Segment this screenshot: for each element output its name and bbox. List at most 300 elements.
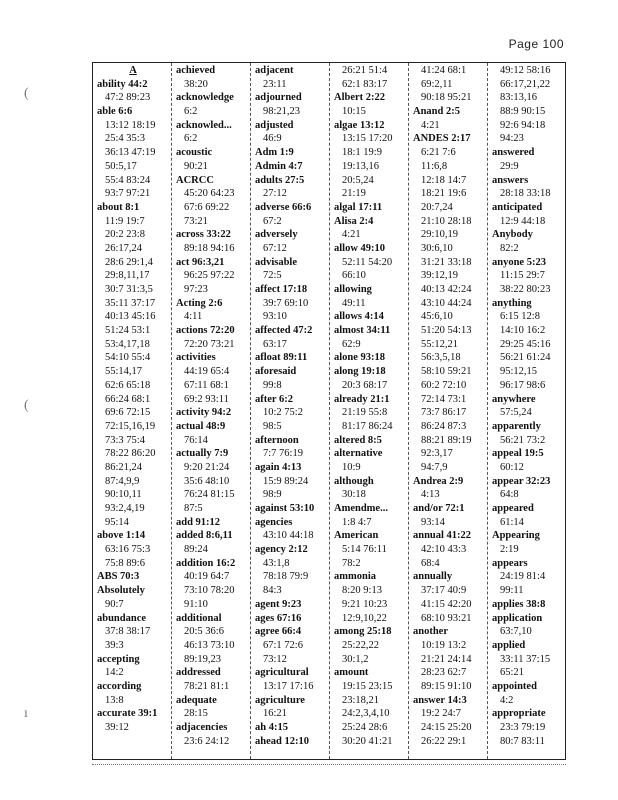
index-term: additional: [176, 612, 222, 624]
index-page-refs: 67:6 69:22: [184, 201, 230, 213]
index-page-refs: 61:14: [500, 516, 524, 528]
index-page-refs: 25:4 35:3: [105, 133, 145, 145]
index-page-refs: 75:8 89:6: [105, 557, 145, 569]
index-page-refs: 43:10 44:24: [421, 297, 472, 309]
index-page-refs: 78:21 81:1: [184, 680, 230, 692]
word-index-table: [92, 62, 566, 760]
index-page-refs: 37:17 40:9: [421, 585, 467, 597]
index-page-refs: 29:9: [500, 160, 519, 172]
index-page-refs: 93:10: [263, 311, 287, 323]
index-term: acoustic: [176, 147, 213, 159]
index-page-refs: 18:1 19:9: [342, 147, 382, 159]
index-page-refs: 7:7 76:19: [263, 448, 303, 460]
index-page-refs: 35:11 37:17: [105, 297, 156, 309]
index-page-refs: 10:2 75:2: [263, 407, 303, 419]
index-term: aforesaid: [255, 366, 297, 378]
index-term: allowing: [334, 284, 372, 295]
margin-scan-mark: (: [24, 398, 29, 413]
index-page-refs: 72:15,16,19: [105, 420, 156, 432]
index-page-refs: 19:13,16: [342, 160, 380, 172]
index-term: annually: [413, 571, 453, 583]
index-term: addressed: [176, 667, 221, 679]
index-page-refs: 72:20 73:21: [184, 338, 235, 350]
index-page-refs: 91:10: [184, 598, 208, 610]
index-page-refs: 1:8 4:7: [342, 516, 372, 528]
index-term: above 1:14: [97, 530, 146, 542]
index-page-refs: 28:18 33:18: [500, 188, 551, 200]
index-page-refs: 39:12: [105, 722, 129, 733]
index-term: Amendme...: [334, 503, 388, 514]
index-page-refs: 19:2 24:7: [421, 708, 461, 720]
index-term: activity 94:2: [176, 407, 232, 419]
index-term: acknowled...: [176, 119, 232, 131]
index-page-refs: 69:6 72:15: [105, 407, 151, 419]
index-term: according: [97, 680, 142, 692]
margin-scan-mark: ı: [24, 706, 28, 721]
index-page-refs: 62:1 83:17: [342, 78, 388, 90]
index-page-refs: 84:3: [263, 585, 282, 597]
index-page-refs: 23:18,21: [342, 694, 380, 706]
index-page-refs: 21:19: [342, 188, 366, 200]
index-term: adversely: [255, 229, 298, 241]
index-page-refs: 63:17: [263, 338, 287, 350]
index-term: anything: [492, 297, 532, 309]
index-page-refs: 20:2 23:8: [105, 229, 145, 241]
index-page-refs: 62:9: [342, 338, 361, 350]
index-page-refs: 95:14: [105, 516, 129, 528]
index-page-refs: 24:2,3,4,10: [342, 708, 390, 720]
index-page-refs: 55:12,21: [421, 338, 459, 350]
index-page-refs: 4:21: [421, 119, 440, 131]
index-page-refs: 14:10 16:2: [500, 325, 546, 337]
index-term: already 21:1: [334, 393, 390, 405]
index-column-5: [409, 63, 488, 759]
index-term: actually 7:9: [176, 448, 229, 460]
index-page-refs: 89:18 94:16: [184, 242, 235, 254]
index-page-refs: 76:24 81:15: [184, 489, 235, 501]
index-page-refs: 31:21 33:18: [421, 256, 472, 268]
index-page-refs: 39:12,19: [421, 270, 459, 282]
index-page-refs: 56:21 61:24: [500, 352, 551, 364]
index-term: anyone 5:23: [492, 256, 546, 268]
index-page-refs: 63:7,10: [500, 626, 532, 638]
index-page-refs: 72:14 73:1: [421, 393, 467, 405]
index-term: against 53:10: [255, 503, 315, 514]
index-page-refs: 9:21 10:23: [342, 598, 388, 610]
index-page-refs: 36:13 47:19: [105, 147, 156, 159]
index-page-refs: 25:22,22: [342, 639, 380, 651]
index-page-refs: 30:18: [342, 489, 366, 501]
index-term: among 25:18: [334, 626, 392, 638]
index-column-4: [330, 63, 409, 759]
index-page-refs: 66:10: [342, 270, 366, 282]
index-page-refs: 52:11 54:20: [342, 256, 393, 268]
index-term: across 33:22: [176, 229, 231, 241]
index-term: agency 2:12: [255, 544, 308, 556]
index-page-refs: 30:6,10: [421, 242, 453, 254]
index-term: appeared: [492, 503, 534, 514]
index-page-refs: 90:21: [184, 160, 208, 172]
index-page-refs: 9:20 21:24: [184, 461, 230, 473]
index-term: Appearing: [492, 530, 540, 542]
index-page-refs: 78:18 79:9: [263, 571, 309, 583]
index-term: algae 13:12: [334, 119, 385, 131]
index-term: answered: [492, 147, 535, 159]
index-page-refs: 80:7 83:11: [500, 735, 545, 747]
index-page-refs: 99:8: [263, 379, 282, 391]
index-term: ANDES 2:17: [413, 133, 471, 145]
index-page-refs: 49:11: [342, 297, 366, 309]
index-page-refs: 63:16 75:3: [105, 544, 151, 556]
index-page-refs: 26:17,24: [105, 242, 143, 254]
index-term: Albert 2:22: [334, 92, 386, 104]
index-page-refs: 28:23 62:7: [421, 667, 467, 679]
index-page-refs: 88:21 89:19: [421, 434, 472, 446]
index-page-refs: 21:21 24:14: [421, 653, 472, 665]
index-page-refs: 97:23: [184, 284, 208, 295]
index-term: adjacencies: [176, 722, 228, 733]
index-term: accurate 39:1: [97, 708, 158, 720]
index-page-refs: 18:21 19:6: [421, 188, 467, 200]
index-page-refs: 96:25 97:22: [184, 270, 235, 282]
index-page-refs: 94:7,9: [421, 461, 448, 473]
index-page-refs: 30:7 31:3,5: [105, 284, 153, 295]
index-page-refs: 67:12: [263, 242, 287, 254]
index-page-refs: 58:10 59:21: [421, 366, 472, 378]
index-term: abundance: [97, 612, 147, 624]
index-page-refs: 73:21: [184, 215, 208, 227]
index-term: adjusted: [255, 119, 294, 131]
index-term: Acting 2:6: [176, 297, 223, 309]
index-term: Andrea 2:9: [413, 475, 464, 487]
index-term: alternative: [334, 448, 383, 460]
index-page-refs: 64:8: [500, 489, 519, 501]
index-term: ahead 12:10: [255, 735, 309, 747]
index-page-refs: 89:15 91:10: [421, 680, 472, 692]
index-page-refs: 51:20 54:13: [421, 325, 472, 337]
index-page-refs: 69:2 93:11: [184, 393, 229, 405]
index-page-refs: 69:2,11: [421, 78, 453, 90]
index-page-refs: 68:4: [421, 557, 440, 569]
index-term: ah 4:15: [255, 722, 288, 733]
index-page-refs: 4:21: [342, 229, 361, 241]
index-term: application: [492, 612, 543, 624]
index-term: achieved: [176, 65, 216, 76]
index-term: applies 38:8: [492, 598, 546, 610]
index-page-refs: 6:15 12:8: [500, 311, 540, 323]
index-term: act 96:3,21: [176, 256, 225, 268]
index-term: although: [334, 475, 374, 487]
index-term: apparently: [492, 420, 541, 432]
index-page-refs: 39:7 69:10: [263, 297, 309, 309]
index-page-refs: 90:7: [105, 598, 124, 610]
index-page-refs: 11:15 29:7: [500, 270, 545, 282]
index-page-refs: 11:6,8: [421, 160, 448, 172]
index-page-refs: 35:6 48:10: [184, 475, 230, 487]
index-page-refs: 44:19 65:4: [184, 366, 230, 378]
index-term: Alisa 2:4: [334, 215, 374, 227]
index-term: adverse 66:6: [255, 201, 312, 213]
index-page-refs: 78:2: [342, 557, 361, 569]
index-term: appeal 19:5: [492, 448, 544, 460]
index-term: appear 32:23: [492, 475, 551, 487]
index-page-refs: 43:1,8: [263, 557, 290, 569]
index-page-refs: 56:3,5,18: [421, 352, 461, 364]
index-page-refs: 41:15 42:20: [421, 598, 472, 610]
index-page-refs: 12:18 14:7: [421, 174, 467, 186]
index-term: American: [334, 530, 379, 542]
index-page-refs: 88:9 90:15: [500, 106, 546, 118]
index-page-refs: 54:10 55:4: [105, 352, 151, 364]
index-term: anticipated: [492, 201, 543, 213]
index-page-refs: 23:11: [263, 78, 287, 90]
index-term: adequate: [176, 694, 217, 706]
index-letter-heading: A: [129, 65, 137, 76]
index-page-refs: 86:24 87:3: [421, 420, 467, 432]
index-term: activities: [176, 352, 216, 364]
index-page-refs: 90:18 95:21: [421, 92, 472, 104]
index-page-refs: 98:21,23: [263, 106, 301, 118]
index-page-refs: 47:2 89:23: [105, 92, 151, 104]
index-page-refs: 14:2: [105, 667, 124, 679]
index-column-3: [251, 63, 330, 759]
index-page-refs: 94:23: [500, 133, 524, 145]
index-page-refs: 43:10 44:18: [263, 530, 314, 542]
index-term: appointed: [492, 680, 537, 692]
index-term: along 19:18: [334, 366, 386, 378]
index-page-refs: 98:9: [263, 489, 282, 501]
index-page-refs: 82:2: [500, 242, 519, 254]
index-term: afloat 89:11: [255, 352, 308, 364]
index-term: alone 93:18: [334, 352, 386, 364]
index-term: again 4:13: [255, 461, 302, 473]
index-page-refs: 4:11: [184, 311, 203, 323]
index-term: agree 66:4: [255, 626, 302, 638]
index-page-refs: 6:21 7:6: [421, 147, 456, 159]
index-term: algal 17:11: [334, 201, 383, 213]
index-term: ammonia: [334, 571, 376, 583]
index-page-refs: 23:3 79:19: [500, 722, 546, 733]
index-term: appropriate: [492, 708, 546, 720]
index-page-refs: 89:19,23: [184, 653, 222, 665]
index-page-refs: 26:22 29:1: [421, 735, 467, 747]
index-term: after 6:2: [255, 393, 293, 405]
index-page-refs: 20:7,24: [421, 201, 453, 213]
index-term: accepting: [97, 653, 140, 665]
index-page-refs: 8:20 9:13: [342, 585, 382, 597]
index-term: agencies: [255, 516, 293, 528]
index-term: adjacent: [255, 65, 294, 76]
index-page-refs: 51:24 53:1: [105, 325, 151, 337]
index-term: annual 41:22: [413, 530, 472, 542]
index-page-refs: 57:5,24: [500, 407, 532, 419]
index-page-refs: 12:9 44:18: [500, 215, 546, 227]
index-term: ability 44:2: [97, 78, 148, 90]
index-page-refs: 4:13: [421, 489, 440, 501]
index-page-refs: 66:24 68:1: [105, 393, 151, 405]
index-page-refs: 13:15 17:20: [342, 133, 393, 145]
index-term: answers: [492, 174, 529, 186]
index-term: add 91:12: [176, 516, 221, 528]
index-column-1: [93, 63, 172, 759]
index-page-refs: 67:2: [263, 215, 282, 227]
index-term: agricultural: [255, 667, 309, 679]
index-page-refs: 87:5: [184, 503, 203, 514]
index-term: able 6:6: [97, 106, 133, 118]
index-page-refs: 13:17 17:16: [263, 680, 314, 692]
index-term: actual 48:9: [176, 420, 226, 432]
index-term: almost 34:11: [334, 325, 391, 337]
index-page-refs: 23:6 24:12: [184, 735, 230, 747]
index-page-refs: 50:5,17: [105, 160, 137, 172]
index-term: agent 9:23: [255, 598, 302, 610]
index-page-refs: 55:14,17: [105, 366, 143, 378]
index-page-refs: 46:9: [263, 133, 282, 145]
index-term: anywhere: [492, 393, 536, 405]
index-column-6: [488, 63, 567, 759]
index-page-refs: 29:25 45:16: [500, 338, 551, 350]
index-page-refs: 38:20: [184, 78, 208, 90]
footer-divider: [92, 764, 566, 765]
index-page-refs: 28:15: [184, 708, 208, 720]
index-page-refs: 83:13,16: [500, 92, 538, 104]
index-page-refs: 6:2: [184, 106, 198, 118]
index-page-refs: 95:12,15: [500, 366, 538, 378]
index-term: allows 4:14: [334, 311, 384, 323]
index-page-refs: 66:17,21,22: [500, 78, 551, 90]
index-page-refs: 98:5: [263, 420, 282, 432]
index-term: allow 49:10: [334, 242, 386, 254]
index-page-refs: 27:12: [263, 188, 287, 200]
index-page-refs: 68:10 93:21: [421, 612, 472, 624]
index-page-refs: 2:19: [500, 544, 519, 556]
index-term: actions 72:20: [176, 325, 235, 337]
index-page-refs: 29:10,19: [421, 229, 459, 241]
index-page-refs: 30:1,2: [342, 653, 369, 665]
index-page-refs: 45:6,10: [421, 311, 453, 323]
index-term: about 8:1: [97, 201, 140, 213]
index-page-refs: 39:3: [105, 639, 124, 651]
index-page-refs: 99:11: [500, 585, 524, 597]
index-page-refs: 38:22 80:23: [500, 284, 551, 295]
index-term: affect 17:18: [255, 284, 308, 295]
index-page-refs: 13:8: [105, 694, 124, 706]
index-page-refs: 73:12: [263, 653, 287, 665]
index-page-refs: 5:14 76:11: [342, 544, 387, 556]
index-page-refs: 76:14: [184, 434, 208, 446]
index-term: altered 8:5: [334, 434, 382, 446]
index-term: ABS 70:3: [97, 571, 140, 583]
index-page-refs: 30:20 41:21: [342, 735, 393, 747]
index-term: acknowledge: [176, 92, 234, 104]
index-page-refs: 24:19 81:4: [500, 571, 546, 583]
index-page-refs: 92:6 94:18: [500, 119, 546, 131]
index-page-refs: 4:2: [500, 694, 514, 706]
index-page-refs: 20:5,24: [342, 174, 374, 186]
index-term: Absolutely: [97, 585, 145, 597]
index-page-refs: 55:4 83:24: [105, 174, 151, 186]
index-term: adults 27:5: [255, 174, 305, 186]
index-term: Admin 4:7: [255, 160, 303, 172]
index-page-refs: 87:4,9,9: [105, 475, 140, 487]
index-page-refs: 10:15: [342, 106, 366, 118]
index-page-refs: 78:22 86:20: [105, 448, 156, 460]
index-page-refs: 29:8,11,17: [105, 270, 150, 282]
index-page-refs: 81:17 86:24: [342, 420, 393, 432]
index-page-refs: 28:6 29:1,4: [105, 256, 153, 268]
index-page-refs: 93:2,4,19: [105, 503, 145, 514]
index-page-refs: 13:12 18:19: [105, 119, 156, 131]
index-term: amount: [334, 667, 369, 679]
index-page-refs: 73:7 86:17: [421, 407, 467, 419]
index-page-refs: 53:4,17,18: [105, 338, 150, 350]
index-page-refs: 24:15 25:20: [421, 722, 472, 733]
index-page-refs: 73:3 75:4: [105, 434, 145, 446]
index-page-refs: 26:21 51:4: [342, 65, 388, 76]
index-page-refs: 45:20 64:23: [184, 188, 235, 200]
index-page-refs: 60:2 72:10: [421, 379, 467, 391]
index-page-refs: 20:5 36:6: [184, 626, 224, 638]
index-page-refs: 6:2: [184, 133, 198, 145]
index-term: Adm 1:9: [255, 147, 294, 159]
index-page-refs: 21:19 55:8: [342, 407, 388, 419]
index-term: applied: [492, 639, 526, 651]
index-page-refs: 67:11 68:1: [184, 379, 229, 391]
index-page-refs: 10:9: [342, 461, 361, 473]
index-page-refs: 90:10,11: [105, 489, 142, 501]
index-page-refs: 11:9 19:7: [105, 215, 145, 227]
index-term: affected 47:2: [255, 325, 313, 337]
index-page-refs: 21:10 28:18: [421, 215, 472, 227]
index-term: adjourned: [255, 92, 302, 104]
index-page-refs: 92:3,17: [421, 448, 453, 460]
index-term: advisable: [255, 256, 298, 268]
index-term: answer 14:3: [413, 694, 467, 706]
index-page-refs: 49:12 58:16: [500, 65, 551, 76]
index-page-refs: 65:21: [500, 667, 524, 679]
index-page-refs: 40:13 45:16: [105, 311, 156, 323]
index-term: another: [413, 626, 448, 638]
index-page-refs: 93:7 97:21: [105, 188, 151, 200]
index-page-refs: 73:10 78:20: [184, 585, 235, 597]
page-number-label: Page 100: [508, 37, 564, 51]
index-page-refs: 96:17 98:6: [500, 379, 546, 391]
index-page-refs: 62:6 65:18: [105, 379, 151, 391]
index-term: afternoon: [255, 434, 299, 446]
index-term: appears: [492, 557, 528, 569]
margin-scan-mark: (: [24, 86, 29, 101]
index-term: agriculture: [255, 694, 305, 706]
index-term: added 8:6,11: [176, 530, 233, 542]
index-page-refs: 67:1 72:6: [263, 639, 303, 651]
index-page-refs: 46:13 73:10: [184, 639, 235, 651]
index-page-refs: 89:24: [184, 544, 208, 556]
index-term: ages 67:16: [255, 612, 302, 624]
index-term: ACRCC: [176, 174, 214, 186]
index-term: and/or 72:1: [413, 503, 465, 514]
index-page-refs: 86:21,24: [105, 461, 143, 473]
index-page-refs: 19:15 23:15: [342, 680, 393, 692]
index-page-refs: 15:9 89:24: [263, 475, 309, 487]
index-column-2: [172, 63, 251, 759]
index-page-refs: 40:13 42:24: [421, 284, 472, 295]
index-term: Anybody: [492, 229, 533, 241]
index-page-refs: 41:24 68:1: [421, 65, 467, 76]
index-page-refs: 20:3 68:17: [342, 379, 388, 391]
index-page-refs: 60:12: [500, 461, 524, 473]
index-term: Anand 2:5: [413, 106, 460, 118]
index-page-refs: 56:21 73:2: [500, 434, 546, 446]
